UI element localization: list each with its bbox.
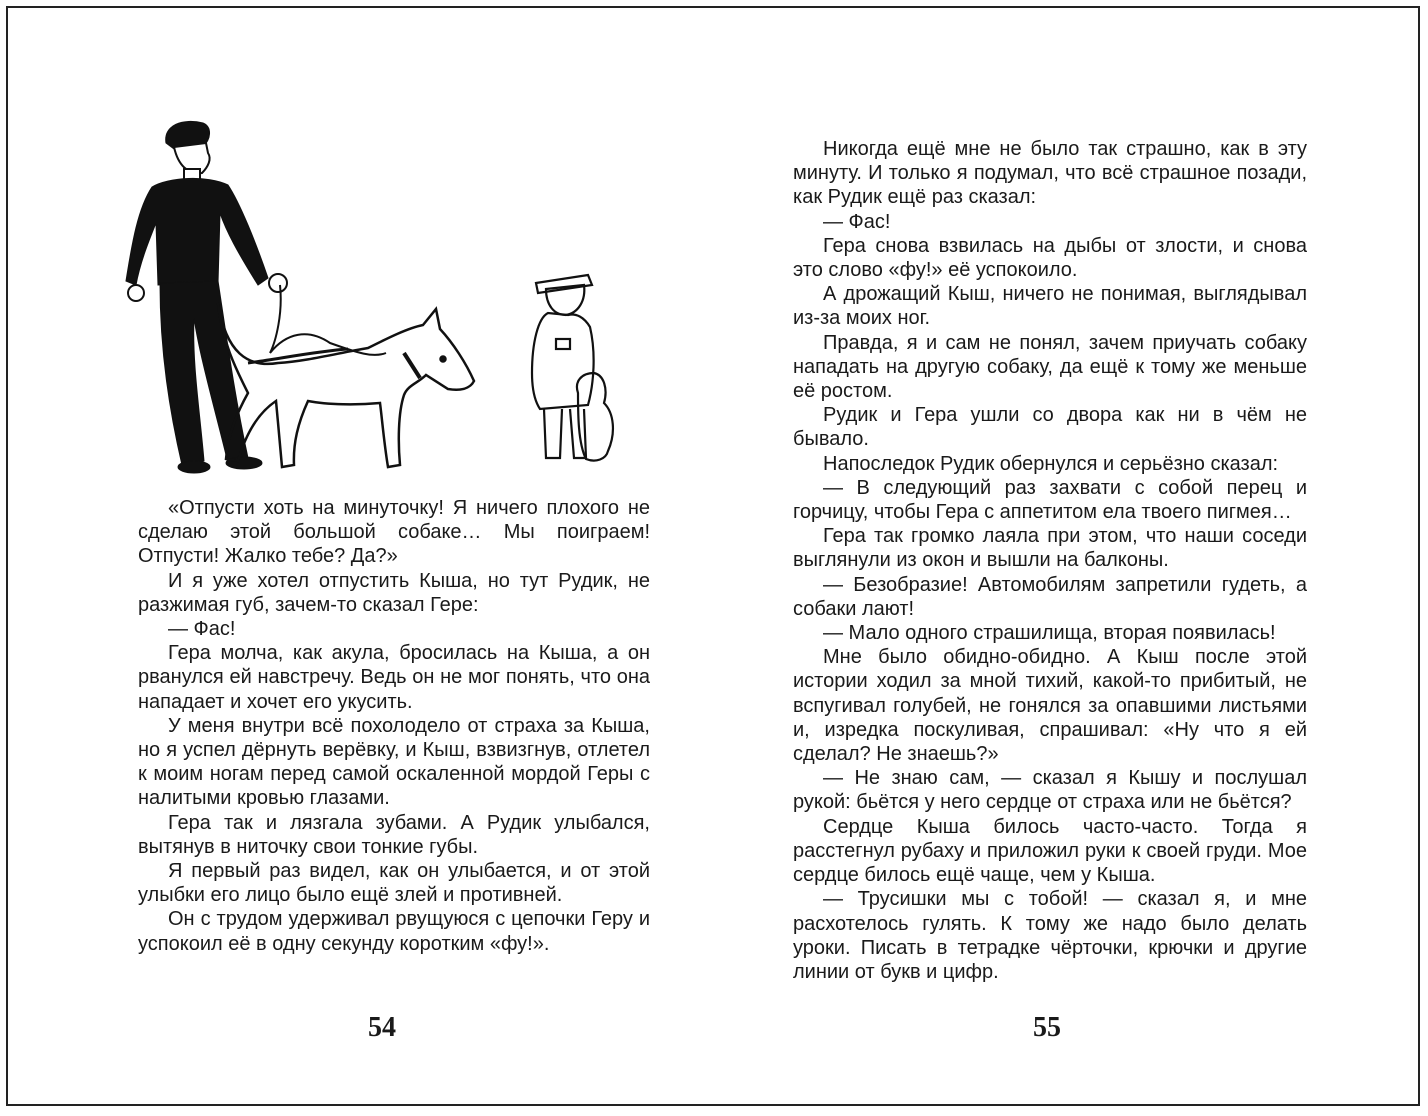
book-spread	[6, 6, 1420, 1106]
illustration-man-dog-boy	[108, 113, 668, 483]
left-page-text	[138, 496, 650, 956]
man-figure	[126, 121, 287, 473]
paragraph: Гера снова взвилась на дыбы от злости, и снова это слово «фу!» её успокоило.	[793, 234, 1307, 282]
paragraph: — Фас!	[823, 210, 891, 233]
paragraph: А дрожащий Кыш, ничего не понимая, выглядывал из-за моих ног.	[793, 283, 1307, 330]
paragraph: У меня внутри всё похолодело от страха за Кыша, но я успел дёрнуть верёвку, и Кыш, взвизгнув, отлетел к моим ногам перед самой оскаленной мордой Геры с налитыми кровью глазами.	[138, 714, 650, 810]
paragraph: — Мало одного страшилища, вторая появилась!	[823, 622, 1276, 645]
paragraph: Мне было обидно-обидно. А Кыш после этой истории ходил за мной тихий, какой-то прибитый, не вспугивал голубей, не гонялся за опавшими листьями и, изредка поскуливая, спрашивал: «Ну что я ей сделал? Не знаешь?»	[793, 646, 1307, 766]
paragraph: Рудик и Гера ушли со двора как ни в чём не бывало.	[793, 404, 1307, 451]
paragraph: Гера так громко лаяла при этом, что наши соседи выглянули из окон и вышли на балконы.	[793, 525, 1307, 572]
paragraph: — Не знаю сам, — сказал я Кышу и послушал рукой: бьётся у него сердце от страха или не бьётся?	[793, 767, 1307, 814]
page-number-right: 55	[1033, 1012, 1061, 1043]
paragraph: Он с трудом удерживал рвущуюся с цепочки Геру и успокоил её в одну секунду коротким «фу!».	[138, 908, 650, 955]
boy-figure	[532, 275, 613, 461]
paragraph: И я уже хотел отпустить Кыша, но тут Рудик, не разжимая губ, зачем-то сказал Гере:	[138, 569, 650, 616]
page-number-left: 54	[368, 1012, 396, 1043]
paragraph: — Фас!	[168, 618, 236, 641]
paragraph: Гера молча, как акула, бросилась на Кыша, а он рванулся ей навстречу. Ведь он не мог понять, что она нападает и хочет его укусить.	[138, 642, 650, 713]
paragraph: — Безобразие! Автомобилям запретили гудеть, а собаки лают!	[793, 573, 1307, 620]
leash	[270, 285, 386, 355]
paragraph: «Отпусти хоть на минуточку! Я ничего плохого не сделаю этой большой собаке… Мы поиграем! Отпусти! Жалко тебе? Да?»	[138, 497, 650, 568]
paragraph: — Трусишки мы с тобой! — сказал я, и мне расхотелось гулять. К тому же надо было делать уроки. Писать в тетрадке чёрточки, крючки и другие линии от букв и цифр.	[793, 888, 1307, 983]
paragraph: Правда, я и сам не понял, зачем приучать собаку нападать на другую собаку, да ещё к тому же меньше её ростом.	[793, 331, 1307, 403]
paragraph: — В следующий раз захвати с собой перец и горчицу, чтобы Гера с аппетитом ела твоего пигмея…	[793, 476, 1307, 524]
paragraph: Никогда ещё мне не было так страшно, как в эту минуту. И только я подумал, что всё страшное позади, как Рудик ещё раз сказал:	[793, 138, 1307, 209]
paragraph: Я первый раз видел, как он улыбается, и от этой улыбки его лицо было ещё злей и противней.	[138, 860, 650, 907]
right-page-text	[793, 137, 1307, 984]
paragraph: Гера так и лязгала зубами. А Рудик улыбался, вытянув в ниточку свои тонкие губы.	[138, 811, 650, 858]
dog-figure	[218, 303, 474, 467]
paragraph: Напоследок Рудик обернулся и серьёзно сказал:	[823, 452, 1279, 475]
paragraph: Сердце Кыша билось часто-часто. Тогда я расстегнул рубаху и приложил руки к своей груди. Мое сердце билось ещё чаще, чем у Кыша.	[793, 815, 1307, 887]
